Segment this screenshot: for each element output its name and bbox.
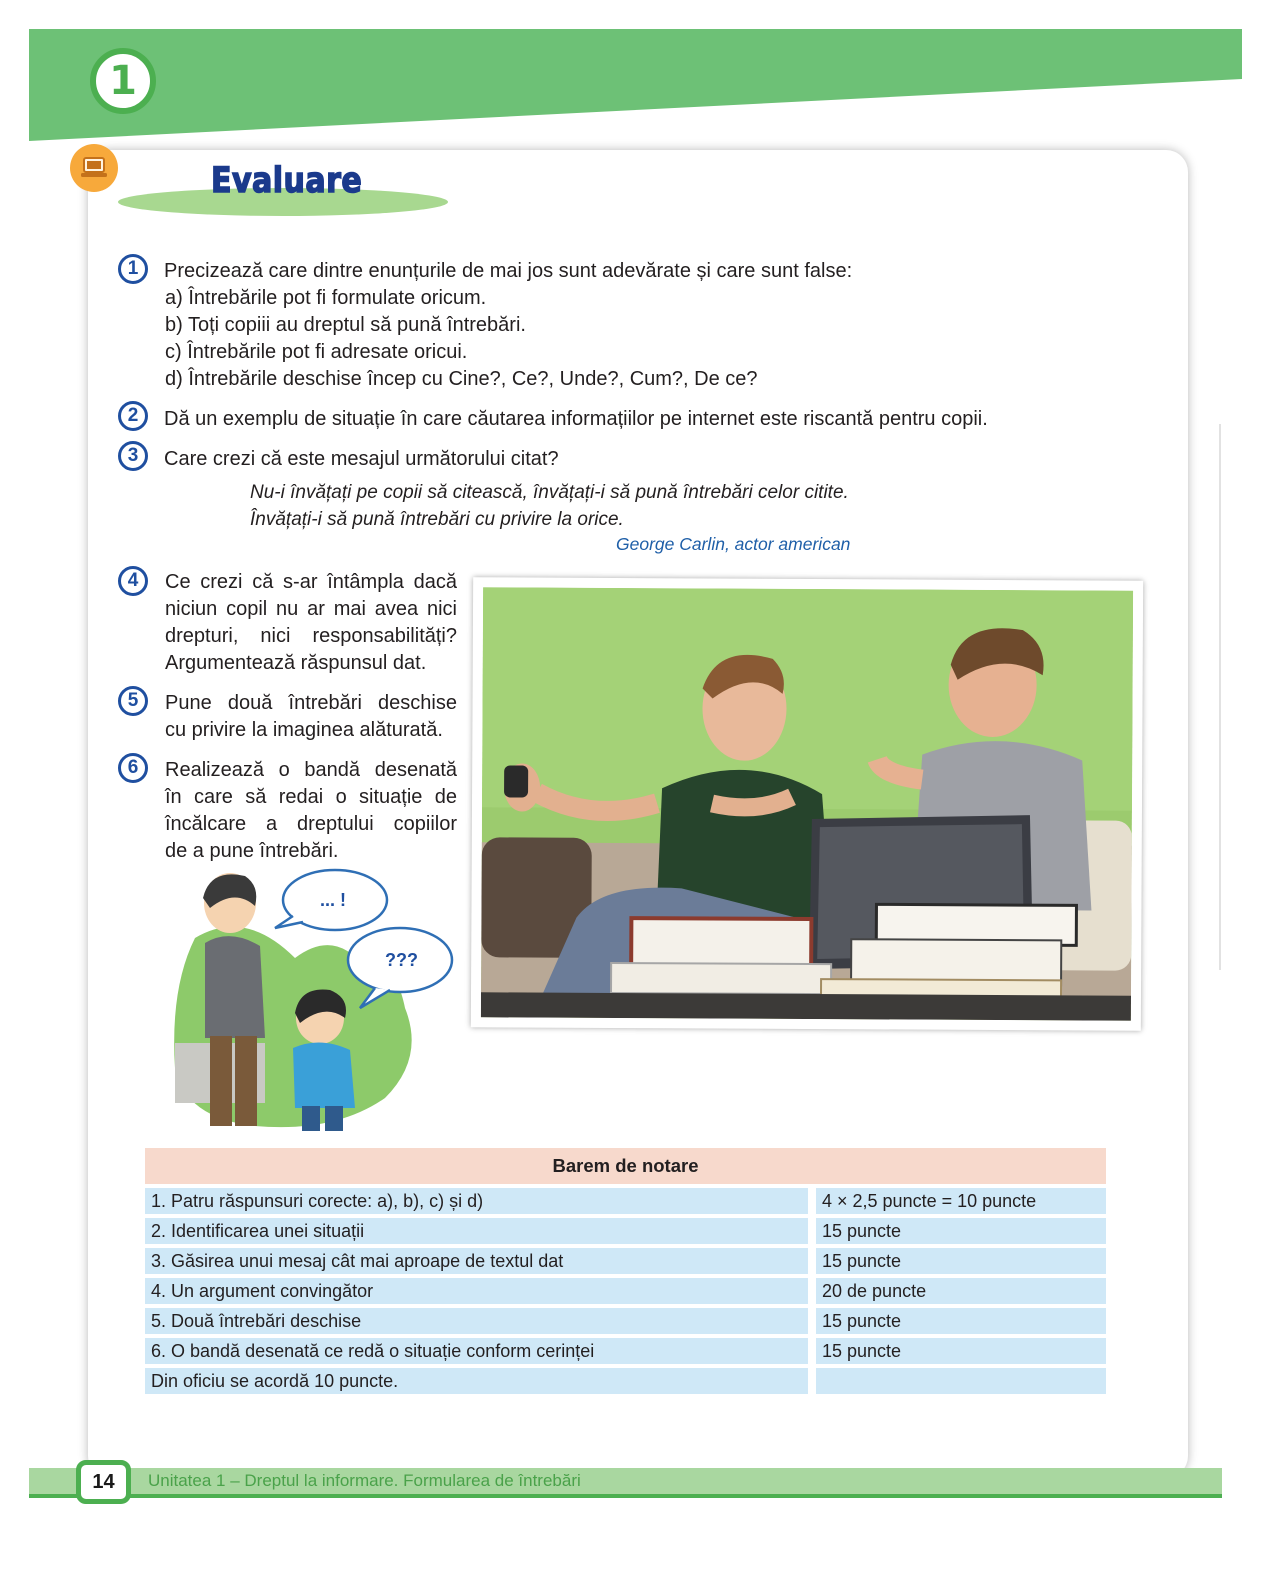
question-6-line-3: încălcare a dreptului copiilor (165, 813, 457, 835)
question-1-item-c: c) Întrebările pot fi adresate oricui. (165, 341, 468, 363)
criterion-cell: 1. Patru răspunsuri corecte: a), b), c) și d) (145, 1188, 816, 1214)
question-3-text: Care crezi că este mesajul următorului citat? (164, 448, 559, 470)
table-row (145, 1338, 1106, 1364)
question-4-line-1: Ce crezi că s-ar întâmpla dacă (165, 571, 457, 593)
grading-table-title: Barem de notare (145, 1148, 1106, 1184)
question-number-3: 3 (118, 441, 148, 471)
section-title: Evaluare (211, 161, 363, 201)
question-number-6: 6 (118, 753, 148, 783)
table-row (145, 1278, 1106, 1304)
question-number-5: 5 (118, 686, 148, 716)
table-row (145, 1218, 1106, 1244)
margin-rule (1219, 424, 1221, 970)
quote-line-1: Nu-i învățați pe copii să citească, învățați-i să pună întrebări celor citite. (250, 482, 849, 503)
cartoon-adult-and-child (165, 868, 460, 1136)
criterion-cell: 6. O bandă desenată ce redă o situație conform cerinței (145, 1338, 816, 1364)
page-number: 14 (76, 1460, 131, 1504)
points-cell: 15 puncte (816, 1218, 1106, 1244)
points-cell: 4 × 2,5 puncte = 10 puncte (816, 1188, 1106, 1214)
question-number-1: 1 (118, 254, 148, 284)
question-1-item-b: b) Toți copiii au dreptul să pună întrebări. (165, 314, 526, 336)
points-cell: 15 puncte (816, 1338, 1106, 1364)
photo-frame (471, 577, 1143, 1031)
question-6-line-4: de a pune întrebări. (165, 840, 339, 862)
unit-header-band (29, 29, 1242, 141)
footer-unit-title: Unitatea 1 – Dreptul la informare. Formularea de întrebări (148, 1471, 581, 1490)
table-row (145, 1248, 1106, 1274)
grading-table (145, 1144, 1106, 1398)
points-cell: 20 de puncte (816, 1278, 1106, 1304)
question-1-item-a: a) Întrebările pot fi formulate oricum. (165, 287, 487, 309)
table-row (145, 1308, 1106, 1334)
points-cell: 15 puncte (816, 1248, 1106, 1274)
points-cell (816, 1368, 1106, 1394)
criterion-cell: 4. Un argument convingător (145, 1278, 816, 1304)
points-cell: 15 puncte (816, 1308, 1106, 1334)
laptop-icon (70, 144, 118, 192)
question-number-4: 4 (118, 566, 148, 596)
unit-number-badge: 1 (90, 48, 156, 114)
criterion-cell: 2. Identificarea unei situații (145, 1218, 816, 1244)
criterion-cell: 5. Două întrebări deschise (145, 1308, 816, 1334)
question-6-line-2: în care să redai o situație de (165, 786, 457, 808)
criterion-cell: 3. Găsirea unui mesaj cât mai aproape de textul dat (145, 1248, 816, 1274)
adult-speech-bubble: ... ! (320, 890, 346, 910)
question-4-line-3: drepturi, nici responsabilități? (165, 625, 457, 647)
criterion-cell: Din oficiu se acordă 10 puncte. (145, 1368, 816, 1394)
photo-teen-and-father-arguing (481, 587, 1133, 1020)
child-speech-bubble: ??? (385, 950, 418, 970)
question-number-2: 2 (118, 401, 148, 431)
question-5-line-2: cu privire la imaginea alăturată. (165, 719, 443, 741)
question-4-line-2: niciun copil nu ar mai avea nici (165, 598, 457, 620)
quote-line-2: Învățați-i să pună întrebări cu privire la orice. (250, 509, 624, 530)
table-row (145, 1188, 1106, 1214)
question-2-text: Dă un exemplu de situație în care căutarea informațiilor pe internet este riscantă pentru copii. (164, 408, 988, 430)
question-5-line-1: Pune două întrebări deschise (165, 692, 457, 714)
footer-rule (29, 1494, 1222, 1498)
question-1-item-d: d) Întrebările deschise încep cu Cine?, Ce?, Unde?, Cum?, De ce? (165, 368, 758, 390)
question-4-line-4: Argumentează răspunsul dat. (165, 652, 427, 674)
table-row (145, 1368, 1106, 1394)
question-1-text: Precizează care dintre enunțurile de mai jos sunt adevărate și care sunt false: (164, 260, 853, 282)
question-6-line-1: Realizează o bandă desenată (165, 759, 457, 781)
quote-author: George Carlin, actor american (616, 534, 851, 554)
